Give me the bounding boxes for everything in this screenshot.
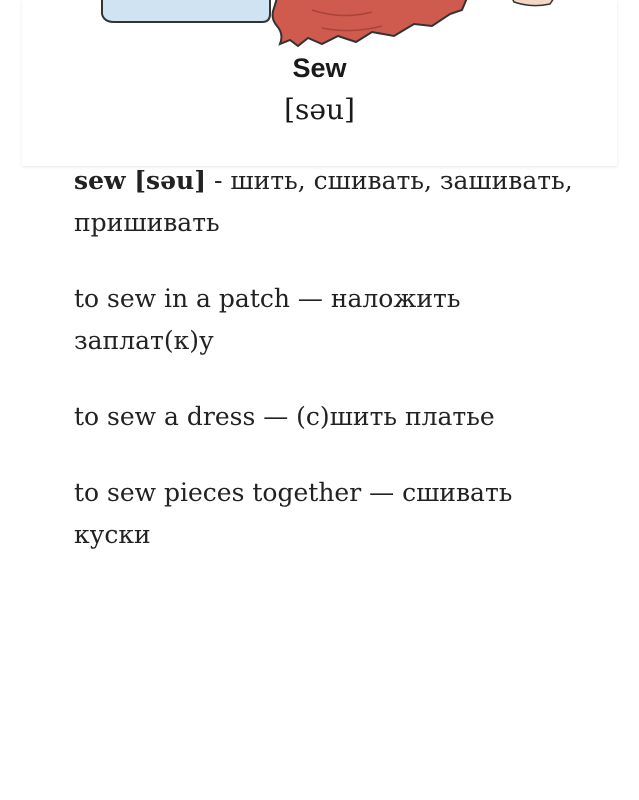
definition-text: - шить, сшивать, зашивать, пришивать <box>74 166 573 237</box>
definition-entry <box>74 160 584 244</box>
flashcard <box>22 0 617 166</box>
red-fabric <box>273 0 467 46</box>
headword: sew [səu] <box>74 166 207 195</box>
example-entry: to sew a dress — (с)шить платье <box>74 402 495 431</box>
definition-list <box>74 160 584 590</box>
blue-fabric <box>102 0 270 22</box>
sewing-illustration <box>22 0 617 60</box>
hand <box>512 0 554 6</box>
card-word: Sew <box>292 53 347 83</box>
card-transcription: [səu] <box>284 93 355 126</box>
example-entry: to sew pieces together — сшивать куски <box>74 478 513 549</box>
example-entry: to sew in a patch — наложить заплат(к)у <box>74 284 461 355</box>
